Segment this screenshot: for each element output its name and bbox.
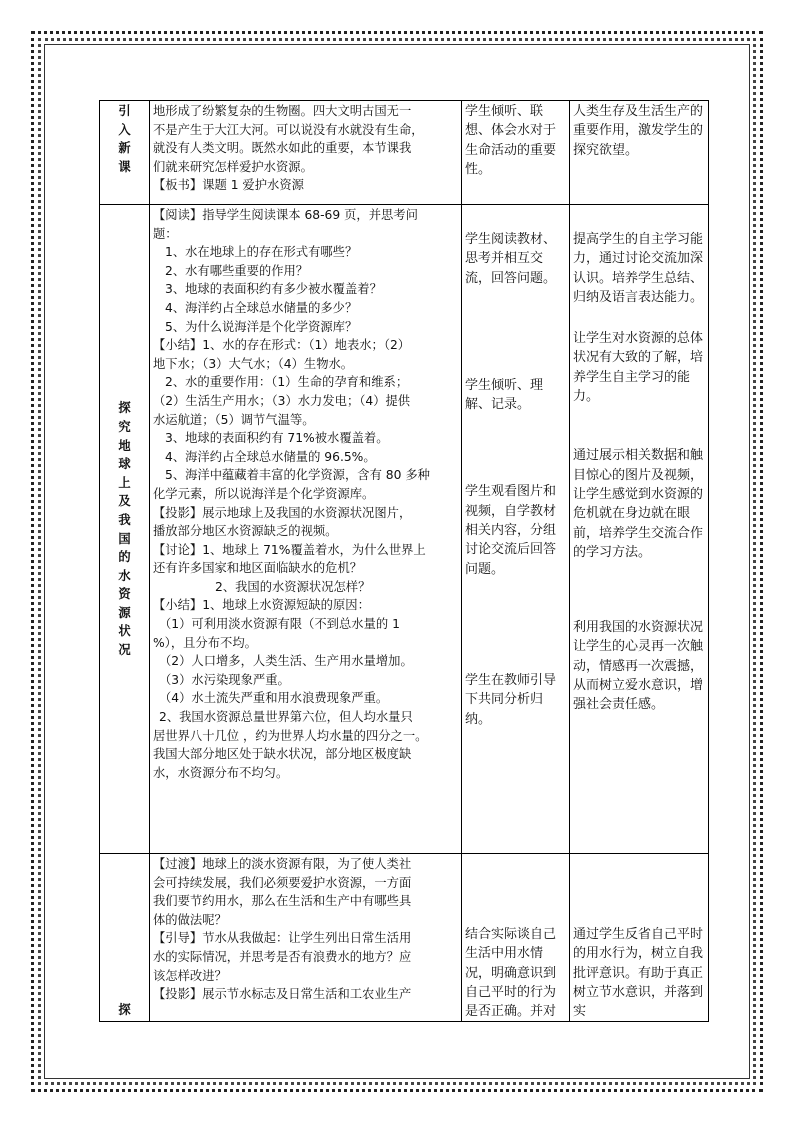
content-line: 【投影】展示节水标志及日常生活和工农业生产 bbox=[153, 987, 412, 1002]
content-line: 水，水资源分布不均匀。 bbox=[153, 765, 289, 780]
stage-cell-save bbox=[100, 854, 150, 1022]
content-line: 3、地球的表面积约有多少被水覆盖着？ bbox=[165, 282, 382, 297]
lesson-plan-table bbox=[99, 100, 709, 1022]
design-purpose: 利用我国的水资源状况让学生的心灵再一次触动，情感再一次震撼，从而树立爱水意识，增强社会责任感。 bbox=[573, 620, 704, 713]
table-row-explore-water bbox=[100, 205, 709, 854]
content-line: 就没有人类文明。既然水如此的重要，本节课我 bbox=[153, 141, 412, 156]
student-activity: 学生倾听、联想、体会水对于生命活动的重要性。 bbox=[465, 104, 557, 177]
content-line: 水的实际情况，并思考是否有浪费水的地方？应 bbox=[153, 949, 412, 964]
content-line: （3）水污染现象严重。 bbox=[159, 672, 290, 687]
content-line: 【小结】1、水的存在形式：（1）地表水；（2） bbox=[153, 338, 411, 353]
content-line: 4、海洋约占全球总水储量的多少？ bbox=[165, 300, 358, 315]
content-cell-intro bbox=[150, 101, 462, 205]
content-line: 【投影】展示地球上及我国的水资源状况图片， bbox=[153, 505, 412, 520]
design-purpose: 通过展示相关数据和触目惊心的图片及视频，让学生感觉到水资源的危机就在身边就在眼前，培养学生交流合作的学习方法。 bbox=[573, 448, 704, 560]
content-line: 化学元素，所以说海洋是个化学资源库。 bbox=[153, 486, 375, 501]
content-line: 【阅读】指导学生阅读课本 68-69 页，并思考问 bbox=[153, 208, 418, 222]
content-line: 不是产生于大江大河。可以说没有水就没有生命， bbox=[153, 122, 424, 137]
content-line: （2）生活生产用水；（3）水力发电；（4）提供 bbox=[153, 393, 411, 408]
design-purpose: 提高学生的自主学习能力，通过讨论交流加深认识。培养学生总结、归纳及语言表达能力。 bbox=[573, 232, 704, 305]
student-cell-intro bbox=[462, 101, 570, 205]
spacer bbox=[573, 562, 705, 618]
content-line: 3、地球的表面积约有 71%被水覆盖着。 bbox=[165, 431, 389, 446]
content-cell-explore bbox=[150, 205, 462, 854]
content-line: 【引导】节水从我做起：让学生列出日常生活用 bbox=[153, 931, 412, 946]
content-line: 我国大部分地区处于缺水状况，部分地区极度缺 bbox=[153, 747, 412, 762]
content-line: 居世界八十几位 ，约为世界人均水量的四分之一。 bbox=[153, 728, 428, 743]
content-line: 4、海洋约占全球总水储量的 96.5%。 bbox=[165, 449, 376, 464]
content-line: （2）人口增多，人类生活、生产用水量增加。 bbox=[159, 654, 413, 669]
content-line: 地下水；（3）大气水；（4）生物水。 bbox=[153, 356, 354, 371]
content-line: 们就来研究怎样爱护水资源。 bbox=[153, 159, 313, 174]
content-line: 该怎样改进？ bbox=[153, 968, 227, 983]
content-line: 水运航道；（5）调节气温等。 bbox=[153, 412, 315, 427]
content-line: 【过渡】地球上的淡水资源有限，为了使人类社 bbox=[153, 857, 412, 871]
stage-label: 引入新课 bbox=[118, 104, 131, 174]
spacer bbox=[573, 406, 705, 446]
stage-label: 探究地球上及我国的水资源状况 bbox=[118, 401, 131, 658]
table-row-intro bbox=[100, 101, 709, 205]
content-line: 还有许多国家和地区面临缺水的危机？ bbox=[153, 561, 363, 576]
purpose-cell-intro bbox=[570, 101, 709, 205]
stage-cell-intro bbox=[100, 101, 150, 205]
content-line: （4）水土流失严重和用水浪费现象严重。 bbox=[159, 691, 389, 706]
student-activity: 学生阅读教材、思考并相互交流，回答问题。 bbox=[465, 232, 557, 286]
spacer bbox=[465, 579, 566, 671]
design-purpose: 人类生存及生活生产的重要作用，激发学生的探究欲望。 bbox=[573, 104, 704, 158]
content-line: 【讨论】1、地球上 71%覆盖着水，为什么世界上 bbox=[153, 542, 426, 557]
design-purpose: 通过学生反省自己平时的用水行为，树立自我批评意识。有助于真正树立节水意识，并落到实 bbox=[573, 927, 704, 1020]
design-purpose: 让学生对水资源的总体状况有大致的了解，培养学生自主学习的能力。 bbox=[573, 331, 704, 405]
spacer bbox=[573, 307, 705, 329]
student-activity: 学生观看图片和视频，自学教材相关内容，分组讨论交流后回答问题。 bbox=[465, 484, 557, 577]
content-line: 会可持续发展，我们必须要爱护水资源，一方面 bbox=[153, 875, 412, 890]
student-activity: 学生倾听、理解、记录。 bbox=[465, 377, 544, 413]
content-line: %），且分布不均。 bbox=[153, 635, 257, 650]
table-row-explore-save bbox=[100, 854, 709, 1022]
purpose-cell-explore bbox=[570, 205, 709, 854]
spacer bbox=[465, 288, 566, 376]
purpose-cell-save bbox=[570, 854, 709, 1022]
student-activity: 学生在教师引导下共同分析归纳。 bbox=[465, 672, 557, 727]
stage-label: 探 bbox=[118, 1002, 131, 1017]
content-line: 【小结】1、地球上水资源短缺的原因： bbox=[153, 598, 370, 613]
content-line: 1、水在地球上的存在形式有哪些？ bbox=[165, 245, 358, 260]
content-line: 2、水有哪些重要的作用？ bbox=[165, 263, 309, 278]
student-cell-save bbox=[462, 854, 570, 1022]
spacer bbox=[465, 414, 566, 482]
content-line: 5、海洋中蕴藏着丰富的化学资源，含有 80 多种 bbox=[165, 468, 430, 483]
spacer bbox=[465, 855, 566, 925]
content-line: 地形成了纷繁复杂的生物圈。四大文明古国无一 bbox=[153, 104, 412, 118]
content-line: 2、水的重要作用：（1）生命的孕育和维系； bbox=[165, 375, 409, 390]
content-cell-save bbox=[150, 854, 462, 1022]
content-line: 【板书】课题 1 爱护水资源 bbox=[153, 178, 304, 193]
spacer bbox=[465, 206, 566, 230]
content-line: 我们要节约用水，那么在生活和生产中有哪些具 bbox=[153, 894, 412, 909]
content-line: 题： bbox=[153, 226, 178, 241]
student-cell-explore bbox=[462, 205, 570, 854]
content-line: 播放部分地区水资源缺乏的视频。 bbox=[153, 524, 338, 539]
content-line: （1）可利用淡水资源有限（不到总水量的 1 bbox=[159, 617, 400, 632]
content-line: 2、我国的水资源状况怎样？ bbox=[215, 579, 371, 594]
spacer bbox=[573, 855, 705, 925]
content-line: 体的做法呢？ bbox=[153, 912, 227, 927]
spacer bbox=[573, 206, 705, 230]
content-line: 5、为什么说海洋是个化学资源库？ bbox=[165, 319, 358, 334]
stage-cell-explore bbox=[100, 205, 150, 854]
content-line: 2、我国水资源总量世界第六位，但人均水量只 bbox=[159, 710, 413, 725]
student-activity: 结合实际谈自己生活中用水情况，明确意识到自己平时的行为是否正确。并对 bbox=[465, 927, 557, 1020]
